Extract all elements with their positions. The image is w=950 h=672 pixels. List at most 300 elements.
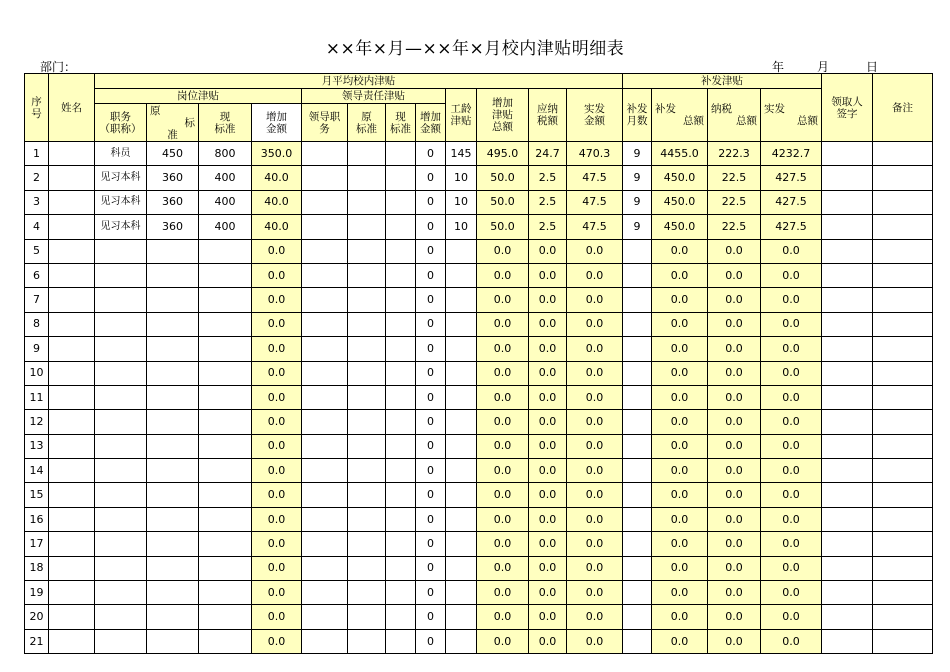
cell-post-current (199, 361, 252, 385)
cell-leader-position[interactable] (302, 581, 348, 605)
cell-backpay-months (623, 385, 652, 409)
cell-name[interactable] (49, 385, 95, 409)
cell-actual-total: 0.0 (761, 483, 822, 507)
cell-seq: 19 (25, 581, 49, 605)
cell-signature[interactable] (822, 459, 873, 483)
cell-signature[interactable] (822, 263, 873, 287)
cell-actual: 0.0 (567, 263, 623, 287)
cell-name[interactable] (49, 361, 95, 385)
cell-post-original (147, 312, 199, 336)
cell-taxable: 24.7 (529, 142, 567, 166)
cell-leader-position[interactable] (302, 507, 348, 531)
cell-taxable: 0.0 (529, 532, 567, 556)
cell-leader-original[interactable] (348, 434, 386, 458)
cell-leader-current[interactable] (386, 532, 416, 556)
cell-signature[interactable] (822, 434, 873, 458)
table-row (25, 288, 933, 312)
header-leader-original: 原 标准 (348, 104, 386, 142)
cell-tax-total: 0.0 (708, 581, 761, 605)
cell-name[interactable] (49, 142, 95, 166)
cell-leader-original[interactable] (348, 556, 386, 580)
cell-leader-position[interactable] (302, 361, 348, 385)
cell-leader-original[interactable] (348, 239, 386, 263)
cell-remarks[interactable] (873, 263, 933, 287)
cell-post-increase: 0.0 (252, 361, 302, 385)
cell-backpay-months (623, 556, 652, 580)
cell-tax-total: 0.0 (708, 507, 761, 531)
cell-seq: 15 (25, 483, 49, 507)
cell-leader-position[interactable] (302, 629, 348, 653)
cell-signature[interactable] (822, 385, 873, 409)
cell-leader-current[interactable] (386, 434, 416, 458)
cell-leader-position[interactable] (302, 142, 348, 166)
cell-tax-total: 0.0 (708, 312, 761, 336)
cell-backpay-total: 0.0 (652, 410, 708, 434)
cell-remarks[interactable] (873, 629, 933, 653)
cell-post-current: 400 (199, 190, 252, 214)
cell-post-original (147, 556, 199, 580)
cell-leader-current[interactable] (386, 337, 416, 361)
cell-remarks[interactable] (873, 581, 933, 605)
cell-actual-total: 427.5 (761, 190, 822, 214)
cell-leader-position[interactable] (302, 337, 348, 361)
header-monthly-allowance: 月平均校内津贴 (95, 74, 623, 89)
cell-leader-original[interactable] (348, 190, 386, 214)
cell-actual: 0.0 (567, 361, 623, 385)
cell-post-current: 400 (199, 166, 252, 190)
cell-leader-increase: 0 (416, 532, 446, 556)
cell-remarks[interactable] (873, 459, 933, 483)
cell-name[interactable] (49, 410, 95, 434)
cell-leader-current[interactable] (386, 483, 416, 507)
cell-name[interactable] (49, 507, 95, 531)
cell-leader-original[interactable] (348, 581, 386, 605)
cell-seniority (446, 385, 477, 409)
cell-seniority: 10 (446, 215, 477, 239)
cell-name[interactable] (49, 629, 95, 653)
cell-actual: 0.0 (567, 434, 623, 458)
cell-name[interactable] (49, 263, 95, 287)
cell-leader-current[interactable] (386, 263, 416, 287)
department-label: 部门： (40, 60, 77, 74)
cell-post-increase: 0.0 (252, 337, 302, 361)
cell-leader-increase: 0 (416, 142, 446, 166)
cell-backpay-total: 0.0 (652, 361, 708, 385)
cell-seq: 14 (25, 459, 49, 483)
cell-tax-total: 0.0 (708, 361, 761, 385)
cell-tax-total: 0.0 (708, 410, 761, 434)
cell-backpay-months (623, 337, 652, 361)
cell-signature[interactable] (822, 239, 873, 263)
cell-post-title (95, 410, 147, 434)
table-row (25, 312, 933, 336)
cell-leader-current[interactable] (386, 190, 416, 214)
cell-leader-increase: 0 (416, 190, 446, 214)
page-title: ××年×月—××年×月校内津贴明细表 (325, 39, 625, 59)
cell-backpay-total: 0.0 (652, 483, 708, 507)
cell-remarks[interactable] (873, 434, 933, 458)
cell-leader-increase: 0 (416, 239, 446, 263)
cell-tax-total: 0.0 (708, 263, 761, 287)
cell-actual: 0.0 (567, 410, 623, 434)
table-row (25, 142, 933, 166)
cell-remarks[interactable] (873, 605, 933, 629)
cell-total-increase: 0.0 (477, 263, 529, 287)
cell-leader-position[interactable] (302, 166, 348, 190)
cell-remarks[interactable] (873, 337, 933, 361)
cell-total-increase: 0.0 (477, 581, 529, 605)
cell-post-current (199, 459, 252, 483)
cell-leader-current[interactable] (386, 410, 416, 434)
cell-signature[interactable] (822, 288, 873, 312)
cell-actual: 0.0 (567, 629, 623, 653)
cell-post-original (147, 629, 199, 653)
cell-backpay-months (623, 459, 652, 483)
cell-leader-original[interactable] (348, 605, 386, 629)
cell-post-increase: 0.0 (252, 385, 302, 409)
cell-leader-original[interactable] (348, 337, 386, 361)
header-seq: 序 号 (25, 74, 49, 142)
table-row (25, 190, 933, 214)
header-name: 姓名 (49, 74, 95, 142)
cell-signature[interactable] (822, 532, 873, 556)
cell-leader-position[interactable] (302, 556, 348, 580)
cell-seniority: 10 (446, 190, 477, 214)
cell-name[interactable] (49, 190, 95, 214)
cell-name[interactable] (49, 215, 95, 239)
cell-taxable: 2.5 (529, 166, 567, 190)
cell-leader-original[interactable] (348, 142, 386, 166)
cell-leader-current[interactable] (386, 215, 416, 239)
cell-remarks[interactable] (873, 312, 933, 336)
cell-post-increase: 0.0 (252, 605, 302, 629)
cell-remarks[interactable] (873, 507, 933, 531)
cell-seniority (446, 434, 477, 458)
cell-name[interactable] (49, 239, 95, 263)
cell-post-original (147, 581, 199, 605)
cell-backpay-months (623, 434, 652, 458)
cell-leader-original[interactable] (348, 288, 386, 312)
cell-leader-position[interactable] (302, 410, 348, 434)
cell-post-increase: 0.0 (252, 410, 302, 434)
cell-total-increase: 0.0 (477, 556, 529, 580)
cell-signature[interactable] (822, 337, 873, 361)
cell-total-increase: 0.0 (477, 483, 529, 507)
cell-remarks[interactable] (873, 239, 933, 263)
cell-leader-current[interactable] (386, 581, 416, 605)
cell-leader-current[interactable] (386, 166, 416, 190)
cell-actual: 0.0 (567, 581, 623, 605)
cell-leader-position[interactable] (302, 459, 348, 483)
cell-leader-position[interactable] (302, 483, 348, 507)
cell-backpay-total: 0.0 (652, 459, 708, 483)
cell-remarks[interactable] (873, 215, 933, 239)
cell-post-increase: 40.0 (252, 215, 302, 239)
cell-leader-position[interactable] (302, 239, 348, 263)
cell-seniority (446, 629, 477, 653)
cell-actual: 47.5 (567, 215, 623, 239)
cell-signature[interactable] (822, 507, 873, 531)
cell-backpay-total: 0.0 (652, 385, 708, 409)
cell-leader-original[interactable] (348, 532, 386, 556)
cell-post-title (95, 629, 147, 653)
cell-leader-increase: 0 (416, 507, 446, 531)
cell-leader-original[interactable] (348, 507, 386, 531)
cell-post-increase: 0.0 (252, 459, 302, 483)
cell-name[interactable] (49, 288, 95, 312)
cell-backpay-months (623, 483, 652, 507)
cell-seq: 2 (25, 166, 49, 190)
cell-backpay-total: 4455.0 (652, 142, 708, 166)
cell-leader-original[interactable] (348, 459, 386, 483)
cell-backpay-months (623, 532, 652, 556)
cell-remarks[interactable] (873, 410, 933, 434)
cell-actual-total: 0.0 (761, 556, 822, 580)
cell-remarks[interactable] (873, 556, 933, 580)
cell-post-original (147, 434, 199, 458)
cell-name[interactable] (49, 556, 95, 580)
cell-signature[interactable] (822, 166, 873, 190)
cell-post-current (199, 556, 252, 580)
cell-post-title (95, 288, 147, 312)
cell-seq: 20 (25, 605, 49, 629)
cell-name[interactable] (49, 166, 95, 190)
cell-leader-current[interactable] (386, 385, 416, 409)
cell-taxable: 0.0 (529, 581, 567, 605)
cell-seniority (446, 605, 477, 629)
cell-actual-total: 0.0 (761, 581, 822, 605)
cell-post-title (95, 556, 147, 580)
header-leadership-allowance: 领导责任津贴 (302, 89, 446, 104)
cell-remarks[interactable] (873, 288, 933, 312)
cell-post-title (95, 605, 147, 629)
cell-leader-increase: 0 (416, 459, 446, 483)
table-row (25, 459, 933, 483)
cell-signature[interactable] (822, 605, 873, 629)
cell-signature[interactable] (822, 190, 873, 214)
cell-leader-current[interactable] (386, 142, 416, 166)
cell-seniority (446, 263, 477, 287)
cell-taxable: 0.0 (529, 385, 567, 409)
cell-post-original (147, 361, 199, 385)
cell-leader-original[interactable] (348, 483, 386, 507)
cell-remarks[interactable] (873, 361, 933, 385)
cell-seq: 18 (25, 556, 49, 580)
cell-post-current (199, 605, 252, 629)
cell-leader-original[interactable] (348, 410, 386, 434)
cell-backpay-total: 450.0 (652, 190, 708, 214)
cell-post-current (199, 532, 252, 556)
cell-seniority (446, 410, 477, 434)
cell-post-title (95, 337, 147, 361)
cell-leader-position[interactable] (302, 215, 348, 239)
cell-post-increase: 0.0 (252, 288, 302, 312)
cell-actual-total: 427.5 (761, 215, 822, 239)
cell-backpay-total: 0.0 (652, 288, 708, 312)
cell-name[interactable] (49, 459, 95, 483)
cell-signature[interactable] (822, 361, 873, 385)
cell-remarks[interactable] (873, 142, 933, 166)
cell-seq: 5 (25, 239, 49, 263)
cell-post-increase: 0.0 (252, 507, 302, 531)
cell-leader-position[interactable] (302, 288, 348, 312)
cell-post-current (199, 239, 252, 263)
cell-leader-current[interactable] (386, 507, 416, 531)
cell-post-original (147, 263, 199, 287)
cell-post-current (199, 337, 252, 361)
cell-leader-position[interactable] (302, 605, 348, 629)
cell-leader-current[interactable] (386, 288, 416, 312)
cell-taxable: 0.0 (529, 507, 567, 531)
cell-signature[interactable] (822, 581, 873, 605)
cell-total-increase: 0.0 (477, 629, 529, 653)
cell-post-current (199, 629, 252, 653)
cell-name[interactable] (49, 581, 95, 605)
cell-backpay-months (623, 410, 652, 434)
cell-taxable: 0.0 (529, 483, 567, 507)
cell-actual-total: 0.0 (761, 288, 822, 312)
cell-post-original: 360 (147, 215, 199, 239)
cell-leader-original[interactable] (348, 263, 386, 287)
cell-post-increase: 0.0 (252, 629, 302, 653)
cell-leader-increase: 0 (416, 215, 446, 239)
cell-seq: 11 (25, 385, 49, 409)
cell-actual: 0.0 (567, 312, 623, 336)
cell-post-current (199, 434, 252, 458)
cell-leader-original[interactable] (348, 629, 386, 653)
cell-signature[interactable] (822, 556, 873, 580)
cell-actual-total: 0.0 (761, 239, 822, 263)
cell-actual: 0.0 (567, 385, 623, 409)
cell-tax-total: 0.0 (708, 629, 761, 653)
cell-actual: 0.0 (567, 337, 623, 361)
cell-leader-original[interactable] (348, 215, 386, 239)
cell-name[interactable] (49, 312, 95, 336)
cell-leader-current[interactable] (386, 361, 416, 385)
table-row (25, 263, 933, 287)
cell-post-title (95, 385, 147, 409)
cell-leader-increase: 0 (416, 312, 446, 336)
cell-remarks[interactable] (873, 483, 933, 507)
cell-backpay-months (623, 507, 652, 531)
cell-actual: 0.0 (567, 459, 623, 483)
cell-backpay-months (623, 312, 652, 336)
cell-leader-position[interactable] (302, 434, 348, 458)
cell-name[interactable] (49, 532, 95, 556)
cell-signature[interactable] (822, 483, 873, 507)
cell-post-original (147, 459, 199, 483)
cell-post-current (199, 263, 252, 287)
cell-seniority (446, 581, 477, 605)
cell-leader-current[interactable] (386, 312, 416, 336)
cell-remarks[interactable] (873, 190, 933, 214)
cell-leader-current[interactable] (386, 459, 416, 483)
cell-taxable: 0.0 (529, 459, 567, 483)
cell-post-original (147, 239, 199, 263)
cell-post-increase: 0.0 (252, 312, 302, 336)
table-row (25, 629, 933, 653)
cell-post-increase: 0.0 (252, 263, 302, 287)
cell-tax-total: 0.0 (708, 532, 761, 556)
cell-post-current (199, 483, 252, 507)
header-actual-total: 实发 总额 (761, 89, 822, 142)
cell-leader-position[interactable] (302, 263, 348, 287)
header-tax-total: 纳税 总额 (708, 89, 761, 142)
cell-post-title (95, 312, 147, 336)
cell-signature[interactable] (822, 410, 873, 434)
cell-post-original: 450 (147, 142, 199, 166)
cell-seq: 1 (25, 142, 49, 166)
table-row (25, 605, 933, 629)
header-leader-position: 领导职 务 (302, 104, 348, 142)
cell-seq: 4 (25, 215, 49, 239)
cell-post-increase: 0.0 (252, 483, 302, 507)
cell-actual: 47.5 (567, 166, 623, 190)
cell-signature[interactable] (822, 312, 873, 336)
cell-remarks[interactable] (873, 532, 933, 556)
cell-name[interactable] (49, 434, 95, 458)
cell-leader-position[interactable] (302, 532, 348, 556)
cell-leader-current[interactable] (386, 556, 416, 580)
cell-remarks[interactable] (873, 385, 933, 409)
cell-seniority (446, 532, 477, 556)
cell-leader-position[interactable] (302, 190, 348, 214)
cell-seniority: 145 (446, 142, 477, 166)
cell-leader-position[interactable] (302, 312, 348, 336)
cell-actual-total: 4232.7 (761, 142, 822, 166)
cell-actual-total: 0.0 (761, 532, 822, 556)
cell-leader-current[interactable] (386, 629, 416, 653)
cell-leader-current[interactable] (386, 239, 416, 263)
cell-post-increase: 0.0 (252, 532, 302, 556)
cell-tax-total: 0.0 (708, 434, 761, 458)
cell-post-original: 360 (147, 166, 199, 190)
cell-signature[interactable] (822, 215, 873, 239)
cell-leader-original[interactable] (348, 385, 386, 409)
cell-leader-original[interactable] (348, 166, 386, 190)
header-backpay-months: 补发 月数 (623, 89, 652, 142)
cell-post-original (147, 507, 199, 531)
cell-leader-current[interactable] (386, 605, 416, 629)
cell-name[interactable] (49, 605, 95, 629)
cell-post-title (95, 507, 147, 531)
cell-total-increase: 0.0 (477, 312, 529, 336)
cell-signature[interactable] (822, 142, 873, 166)
cell-total-increase: 0.0 (477, 410, 529, 434)
cell-backpay-total: 0.0 (652, 239, 708, 263)
cell-leader-original[interactable] (348, 312, 386, 336)
cell-actual-total: 0.0 (761, 507, 822, 531)
cell-leader-position[interactable] (302, 385, 348, 409)
cell-backpay-months (623, 288, 652, 312)
cell-leader-increase: 0 (416, 385, 446, 409)
table-row (25, 581, 933, 605)
cell-leader-original[interactable] (348, 361, 386, 385)
cell-post-title (95, 483, 147, 507)
cell-backpay-months (623, 629, 652, 653)
cell-leader-increase: 0 (416, 483, 446, 507)
cell-leader-increase: 0 (416, 288, 446, 312)
cell-name[interactable] (49, 337, 95, 361)
table-row (25, 507, 933, 531)
date-year-label: 年 (772, 60, 785, 74)
cell-taxable: 0.0 (529, 434, 567, 458)
cell-leader-increase: 0 (416, 581, 446, 605)
cell-signature[interactable] (822, 629, 873, 653)
cell-name[interactable] (49, 483, 95, 507)
cell-remarks[interactable] (873, 166, 933, 190)
date-day-label: 日 (866, 60, 879, 74)
